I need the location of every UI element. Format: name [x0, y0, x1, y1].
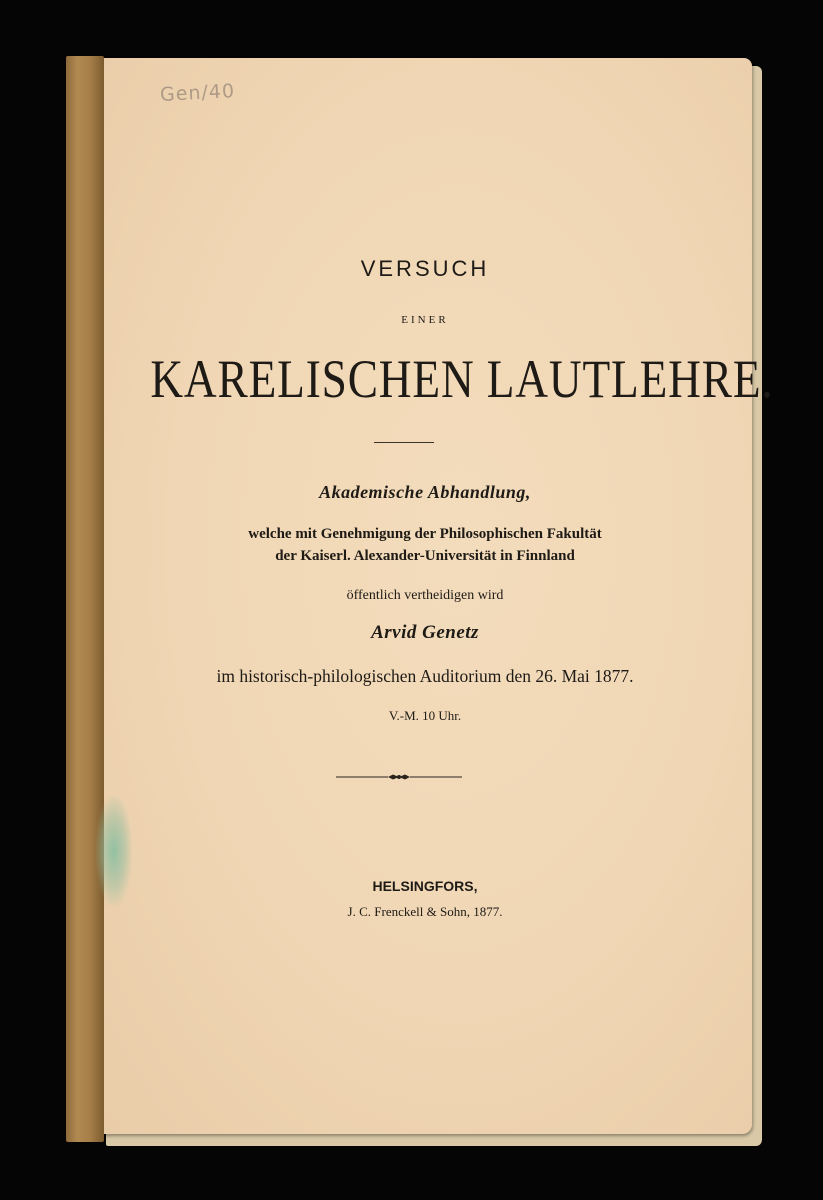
main-title: KARELISCHEN LAUTLEHRE.	[150, 349, 774, 409]
title-rule	[374, 442, 434, 443]
author-name: Arvid Genetz	[371, 622, 479, 643]
imprint-city: HELSINGFORS,	[372, 878, 478, 894]
pencil-inscription: Gen/40	[159, 80, 236, 106]
defense-line: öffentlich vertheidigen wird	[346, 588, 504, 603]
imprint-publisher: J. C. Frenckell & Sohn, 1877.	[347, 904, 503, 919]
spine-binding	[66, 56, 104, 1142]
university-line: der Kaiserl. Alexander-Universität in Finnland	[275, 548, 575, 564]
subtitle: Akademische Abhandlung,	[319, 482, 531, 502]
title-page	[98, 58, 774, 1134]
title-line-einer: EINER	[401, 314, 449, 326]
faculty-line: welche mit Genehmigung der Philosophischen Fakultät	[248, 526, 602, 542]
ornament-divider	[336, 770, 462, 784]
spine-stain	[96, 796, 132, 906]
title-line-versuch: VERSUCH	[360, 256, 490, 281]
pamphlet	[66, 56, 774, 1144]
time-line: V.-M. 10 Uhr.	[388, 708, 462, 723]
auditorium-line: im historisch-philologischen Auditorium den 26. Mai 1877.	[216, 666, 634, 686]
